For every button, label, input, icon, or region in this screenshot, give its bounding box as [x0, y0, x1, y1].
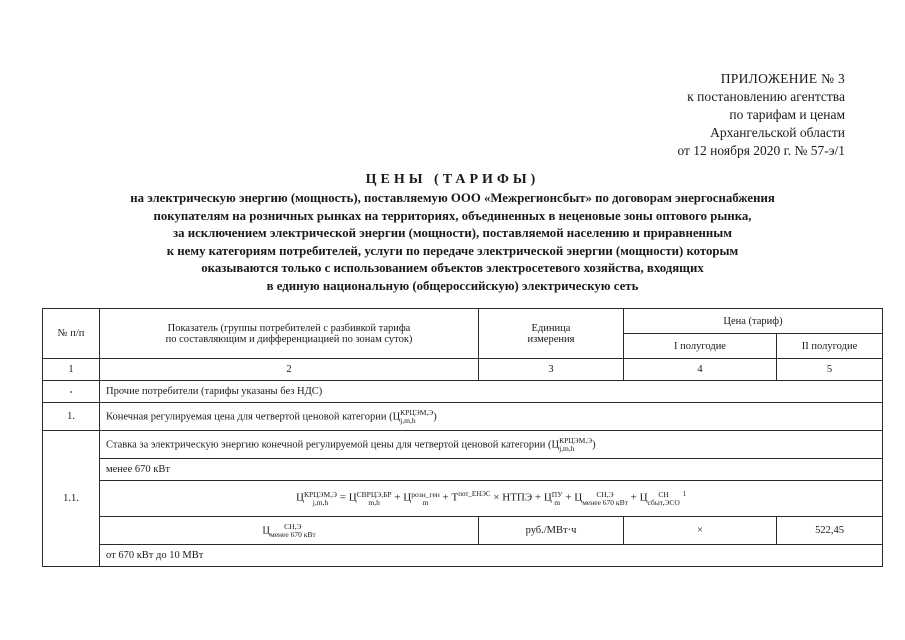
row-num: 1.1.	[43, 431, 100, 567]
document-title: ЦЕНЫ (ТАРИФЫ)	[365, 172, 540, 187]
header-unit-line: Единица	[531, 322, 571, 334]
formula-footnote: 1	[682, 490, 686, 499]
value-unit: руб./МВт·ч	[479, 517, 624, 545]
header-num: № п/п	[43, 309, 100, 359]
formula-sup: СВРЦЭ,БР	[356, 489, 392, 499]
header-half1: I полугодие	[624, 334, 777, 359]
value-half1: ×	[624, 517, 777, 545]
formula-index	[648, 491, 680, 507]
price-formula	[100, 481, 883, 517]
tariff-table	[42, 308, 883, 567]
col-number: 5	[777, 359, 883, 381]
header-indicator-line: по составляющим и дифференциацией по зонам суток)	[165, 333, 413, 345]
heading-line: за исключением электрической энергии (мощности), поставляемой населению и приравненным	[172, 226, 733, 240]
dot-mark	[70, 391, 72, 393]
table-row	[43, 481, 883, 517]
symbol-sub: j,m,h	[400, 415, 416, 425]
formula-sup: розн_ген	[411, 489, 440, 499]
formula-sup: пот_ЕНЭС	[458, 490, 491, 499]
value-half2: 522,45	[777, 517, 883, 545]
formula-index	[411, 491, 440, 507]
header-indicator	[100, 309, 479, 359]
formula-sup: СН,Э	[596, 489, 614, 499]
heading-line: к нему категориям потребителей, услуги по передаче электрической энергии (мощности) которым	[166, 243, 739, 258]
table-row	[43, 431, 883, 459]
symbol-index	[559, 437, 592, 453]
header-unit	[479, 309, 624, 359]
table-row	[43, 403, 883, 431]
subgroup-670-10mw: от 670 кВт до 10 МВт	[100, 545, 883, 567]
symbol-sub: j,m,h	[559, 443, 575, 453]
row-final-price: Конечная регулируемая цена для четвертой ценовой категории (Ц КРЦЭМ,Э j,m,h )	[100, 403, 883, 431]
formula-sup: ПУ	[551, 489, 563, 499]
formula-part: Ц	[296, 492, 304, 505]
value-symbol: Ц	[262, 524, 270, 536]
table-row	[43, 545, 883, 567]
table-header-row	[43, 309, 883, 334]
symbol-sup: КРЦЭМ,Э	[559, 435, 593, 445]
table-row	[43, 459, 883, 481]
formula-part: = Ц	[337, 492, 357, 505]
col-number: 1	[43, 359, 100, 381]
symbol-index	[400, 409, 433, 425]
formula-part: + Ц	[627, 492, 648, 505]
appendix-date: от 12 ноября 2020 г. № 57-э/1	[677, 143, 845, 158]
formula-sub: m,h	[368, 497, 380, 507]
formula-sub: сбыт,ЭСО	[647, 497, 680, 507]
row-num-cell	[43, 381, 100, 403]
value-label	[100, 517, 479, 545]
heading-line: покупателям на розничных рынках на территориях, объединенных в неценовые зоны оптового рынка,	[153, 208, 752, 223]
table-row	[43, 517, 883, 545]
formula-index	[552, 491, 563, 507]
col-number: 4	[624, 359, 777, 381]
header-unit-line: измерения	[527, 333, 575, 345]
formula-index	[304, 491, 337, 507]
row-energy-rate-text: Ставка за электрическую энергию конечной регулируемой цены для четвертой ценовой категории (Ц	[106, 438, 560, 450]
formula-index	[582, 491, 628, 507]
header-half2: II полугодие	[777, 334, 883, 359]
formula-sub: j,m,h	[312, 497, 329, 507]
value-sup: СН,Э	[284, 521, 302, 531]
group-other-consumers: Прочие потребители (тарифы указаны без НДС)	[100, 381, 883, 403]
value-index	[270, 523, 316, 539]
appendix-line: к постановлению агентства	[687, 89, 845, 104]
table-row	[43, 381, 883, 403]
formula-part: + Ц	[562, 492, 583, 505]
formula-part: × НТПЭ + Ц	[490, 492, 552, 505]
subgroup-less-670: менее 670 кВт	[100, 459, 883, 481]
formula-index	[357, 491, 392, 507]
formula-sub: m	[422, 497, 429, 507]
value-sub: менее 670 кВт	[269, 529, 316, 539]
heading-line: в единую национальную (общероссийскую) электрическую сеть	[266, 278, 639, 293]
column-number-row	[43, 359, 883, 381]
col-number: 2	[100, 359, 479, 381]
formula-part: + Т	[439, 492, 459, 505]
heading-line: оказываются только с использованием объектов электросетевого хозяйства, входящих	[201, 261, 704, 275]
appendix-line: по тарифам и ценам	[729, 107, 845, 122]
row-energy-rate: Ставка за электрическую энергию конечной регулируемой цены для четвертой ценовой категории (Ц КРЦЭМ,Э j,m,h )	[100, 431, 883, 459]
row-final-price-text: Конечная регулируемая цена для четвертой ценовой категории (Ц	[106, 410, 401, 422]
formula-sub: менее 670 кВт	[582, 497, 628, 507]
formula-part: + Ц	[391, 492, 412, 505]
col-number: 3	[479, 359, 624, 381]
appendix-line: Архангельской области	[710, 125, 845, 140]
appendix-title: ПРИЛОЖЕНИЕ № 3	[720, 71, 845, 86]
header-price: Цена (тариф)	[624, 309, 883, 334]
header-indicator-line: Показатель (группы потребителей с разбивкой тарифа	[167, 322, 411, 334]
heading-line: на электрическую энергию (мощность), поставляемую ООО «Межрегионсбыт» по договорам энергоснабжения	[130, 191, 775, 205]
formula-sub: m	[554, 497, 561, 507]
symbol-sup: КРЦЭМ,Э	[400, 407, 434, 417]
formula-sup: КРЦЭМ,Э	[303, 489, 338, 499]
formula-sup: СН	[658, 489, 669, 499]
document-heading	[60, 170, 845, 295]
appendix-block	[585, 70, 845, 160]
row-num: 1.	[43, 403, 100, 431]
